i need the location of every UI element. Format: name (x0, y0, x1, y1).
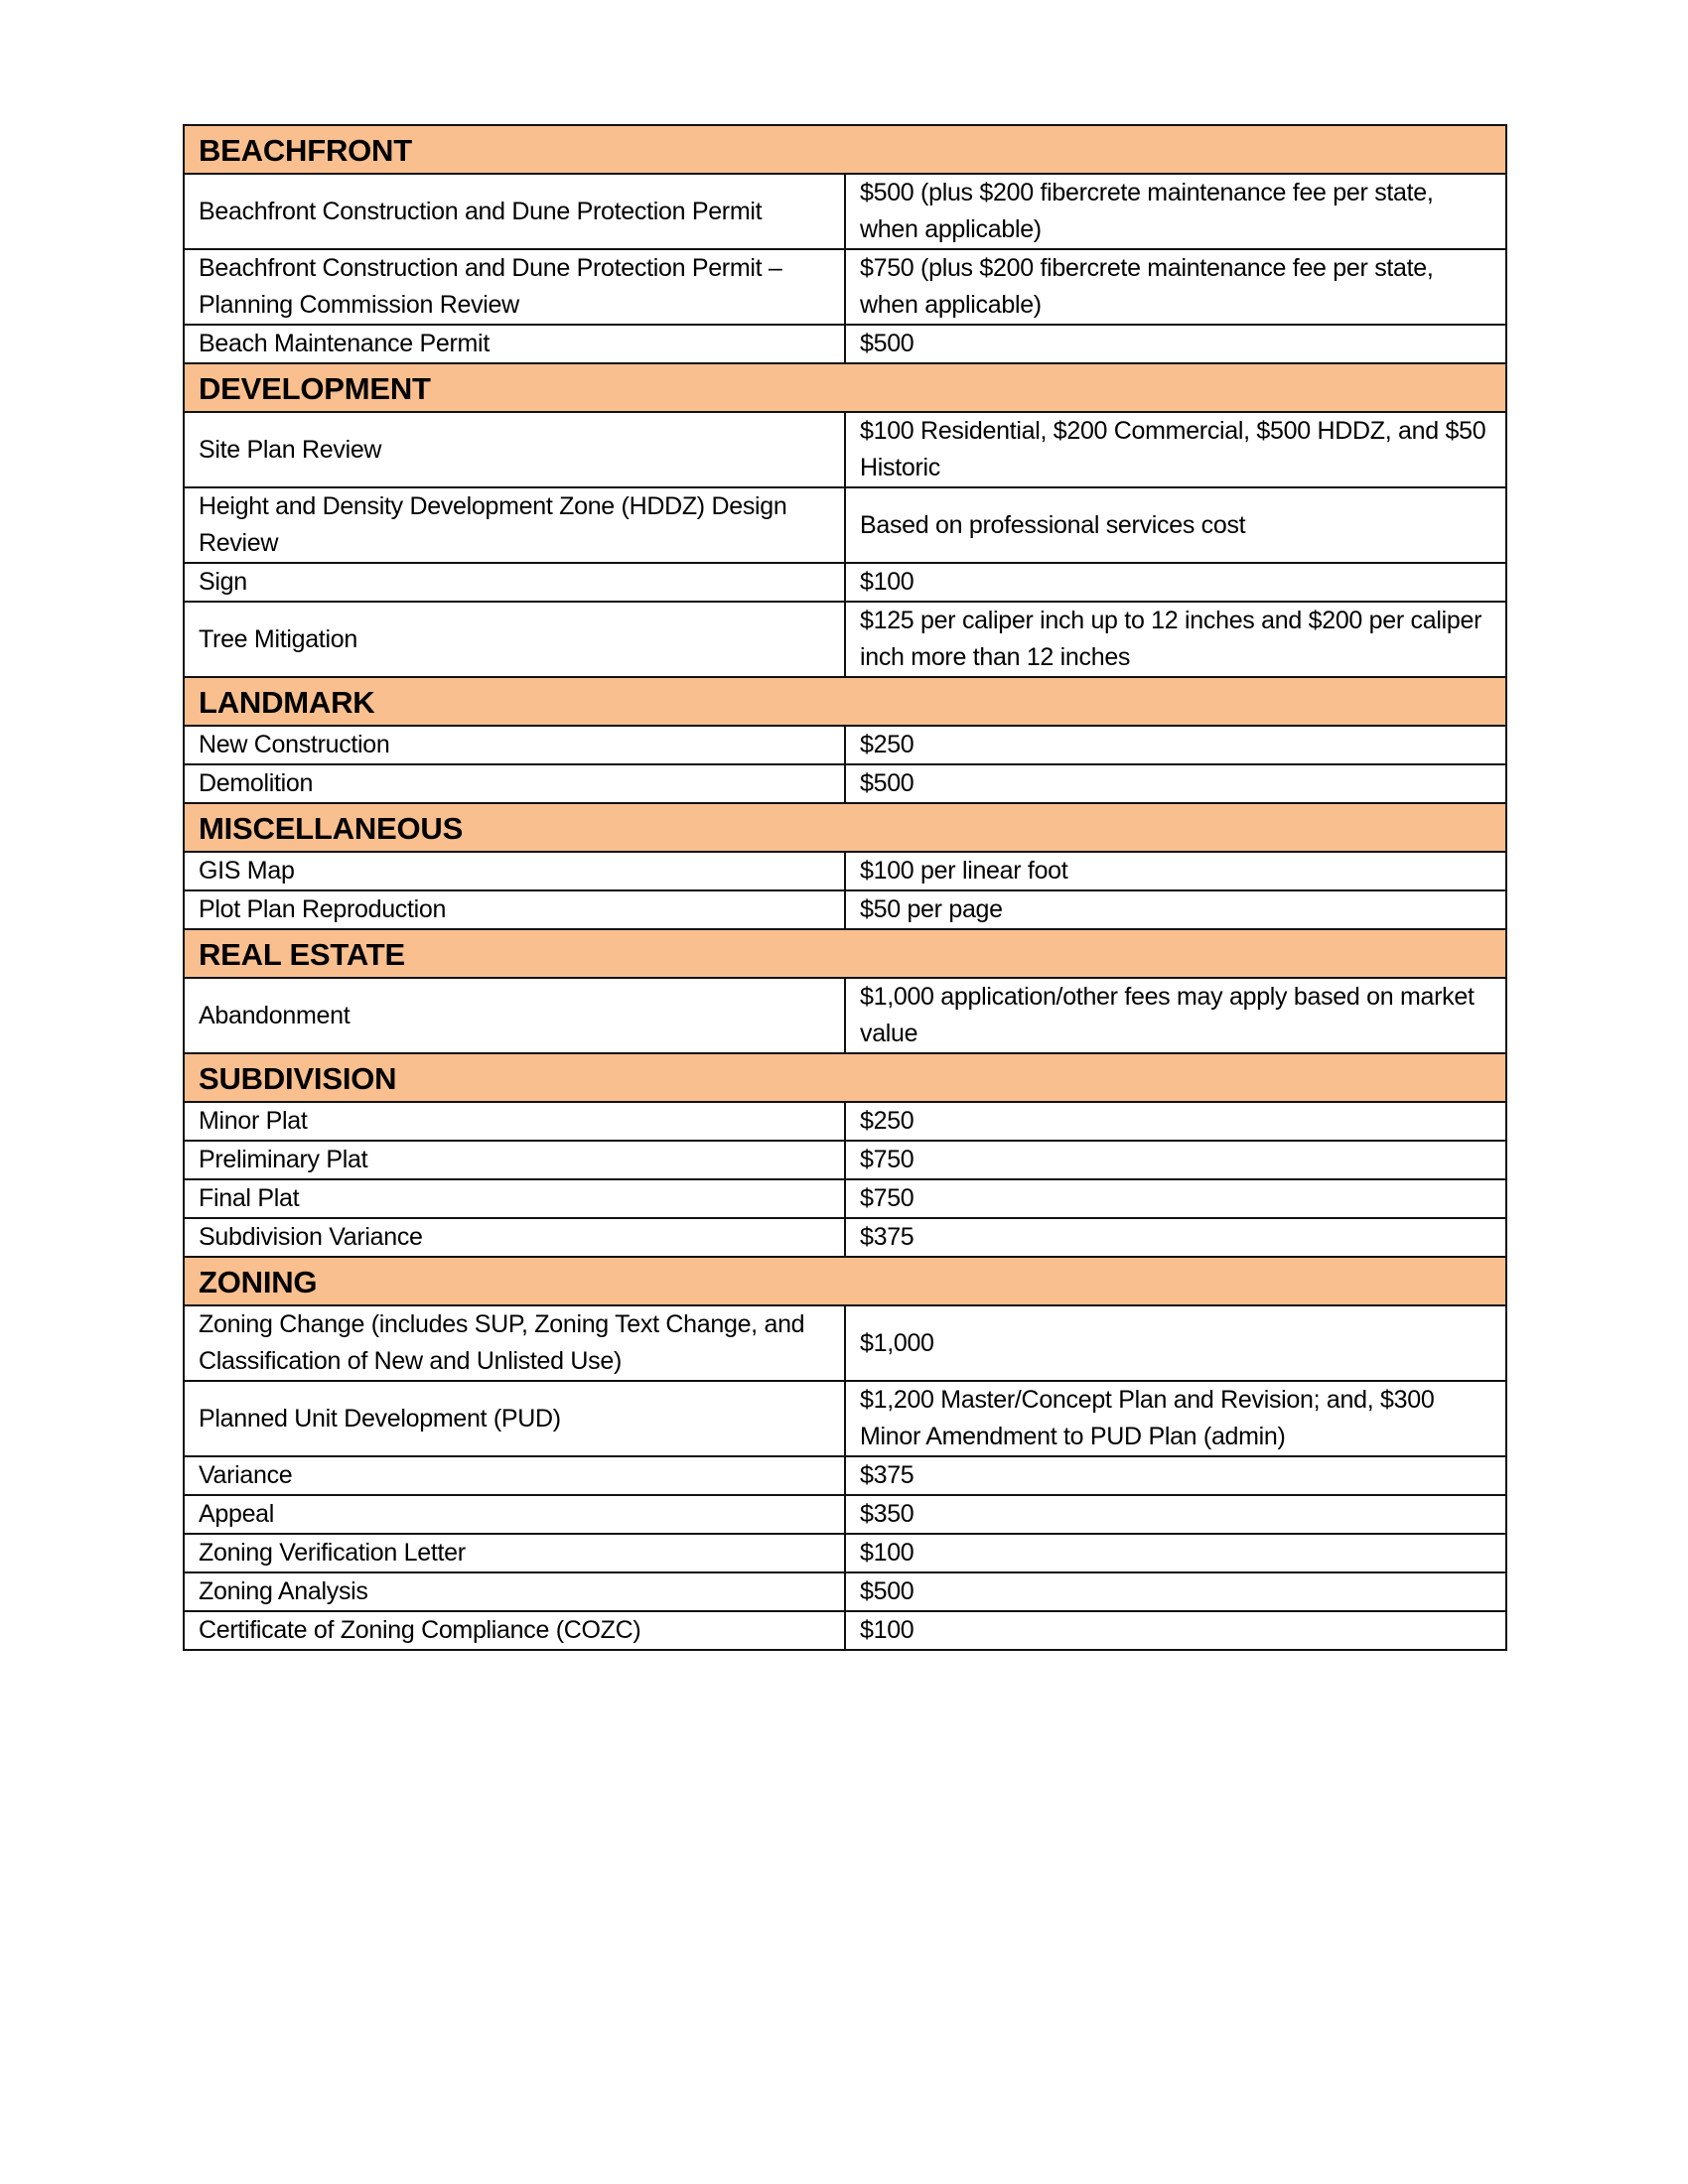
table-row (184, 852, 1506, 890)
item-fee: $375 (845, 1456, 1506, 1495)
item-name: Variance (184, 1456, 845, 1495)
item-name: Preliminary Plat (184, 1141, 845, 1179)
item-fee: $100 Residential, $200 Commercial, $500 HDDZ, and $50 Historic (845, 412, 1506, 487)
item-fee: $100 (845, 563, 1506, 602)
table-row (184, 1305, 1506, 1381)
item-name: Site Plan Review (184, 412, 845, 487)
section-title: LANDMARK (184, 677, 1506, 726)
item-name: Appeal (184, 1495, 845, 1534)
item-fee: $1,000 (845, 1305, 1506, 1381)
item-fee: $500 (845, 764, 1506, 803)
table-row (184, 249, 1506, 325)
item-name: Zoning Change (includes SUP, Zoning Text Change, and Classification of New and Unlisted Use) (184, 1305, 845, 1381)
section-header-beachfront (184, 125, 1506, 174)
table-row (184, 764, 1506, 803)
section-header-miscellaneous (184, 803, 1506, 852)
section-title: ZONING (184, 1257, 1506, 1305)
table-row (184, 1495, 1506, 1534)
table-row (184, 1456, 1506, 1495)
item-fee: Based on professional services cost (845, 487, 1506, 563)
section-header-landmark (184, 677, 1506, 726)
item-name: Abandonment (184, 978, 845, 1053)
item-fee: $500 (845, 1572, 1506, 1611)
table-row (184, 726, 1506, 764)
item-name: Tree Mitigation (184, 602, 845, 677)
item-fee: $100 per linear foot (845, 852, 1506, 890)
section-header-zoning (184, 1257, 1506, 1305)
table-row (184, 174, 1506, 249)
item-name: Height and Density Development Zone (HDDZ) Design Review (184, 487, 845, 563)
table-row (184, 1141, 1506, 1179)
section-title: DEVELOPMENT (184, 363, 1506, 412)
item-name: Planned Unit Development (PUD) (184, 1381, 845, 1456)
table-row (184, 325, 1506, 363)
table-row (184, 890, 1506, 929)
item-name: Sign (184, 563, 845, 602)
table-row (184, 1179, 1506, 1218)
table-row (184, 1381, 1506, 1456)
section-header-real-estate (184, 929, 1506, 978)
table-row (184, 1102, 1506, 1141)
item-fee: $1,000 application/other fees may apply based on market value (845, 978, 1506, 1053)
item-fee: $500 (plus $200 fibercrete maintenance fee per state, when applicable) (845, 174, 1506, 249)
table-row (184, 1534, 1506, 1572)
table-row (184, 1218, 1506, 1257)
item-fee: $125 per caliper inch up to 12 inches and $200 per caliper inch more than 12 inches (845, 602, 1506, 677)
section-title: BEACHFRONT (184, 125, 1506, 174)
item-fee: $750 (845, 1179, 1506, 1218)
table-row (184, 1611, 1506, 1650)
item-fee: $750 (845, 1141, 1506, 1179)
section-title: REAL ESTATE (184, 929, 1506, 978)
item-name: GIS Map (184, 852, 845, 890)
item-name: Certificate of Zoning Compliance (COZC) (184, 1611, 845, 1650)
item-name: Beachfront Construction and Dune Protection Permit – Planning Commission Review (184, 249, 845, 325)
item-fee: $100 (845, 1534, 1506, 1572)
item-name: Final Plat (184, 1179, 845, 1218)
section-title: MISCELLANEOUS (184, 803, 1506, 852)
fee-schedule-table (183, 124, 1507, 1651)
table-row (184, 978, 1506, 1053)
item-fee: $250 (845, 726, 1506, 764)
item-fee: $350 (845, 1495, 1506, 1534)
item-fee: $1,200 Master/Concept Plan and Revision; and, $300 Minor Amendment to PUD Plan (admin) (845, 1381, 1506, 1456)
item-name: Minor Plat (184, 1102, 845, 1141)
item-fee: $50 per page (845, 890, 1506, 929)
item-fee: $100 (845, 1611, 1506, 1650)
item-fee: $500 (845, 325, 1506, 363)
item-name: Demolition (184, 764, 845, 803)
table-row (184, 412, 1506, 487)
item-name: Beach Maintenance Permit (184, 325, 845, 363)
item-name: Zoning Analysis (184, 1572, 845, 1611)
item-name: Subdivision Variance (184, 1218, 845, 1257)
table-row (184, 602, 1506, 677)
section-header-development (184, 363, 1506, 412)
section-title: SUBDIVISION (184, 1053, 1506, 1102)
item-name: Beachfront Construction and Dune Protection Permit (184, 174, 845, 249)
section-header-subdivision (184, 1053, 1506, 1102)
table-row (184, 1572, 1506, 1611)
item-name: Zoning Verification Letter (184, 1534, 845, 1572)
item-name: New Construction (184, 726, 845, 764)
item-name: Plot Plan Reproduction (184, 890, 845, 929)
item-fee: $375 (845, 1218, 1506, 1257)
item-fee: $250 (845, 1102, 1506, 1141)
table-row (184, 487, 1506, 563)
table-row (184, 563, 1506, 602)
item-fee: $750 (plus $200 fibercrete maintenance fee per state, when applicable) (845, 249, 1506, 325)
